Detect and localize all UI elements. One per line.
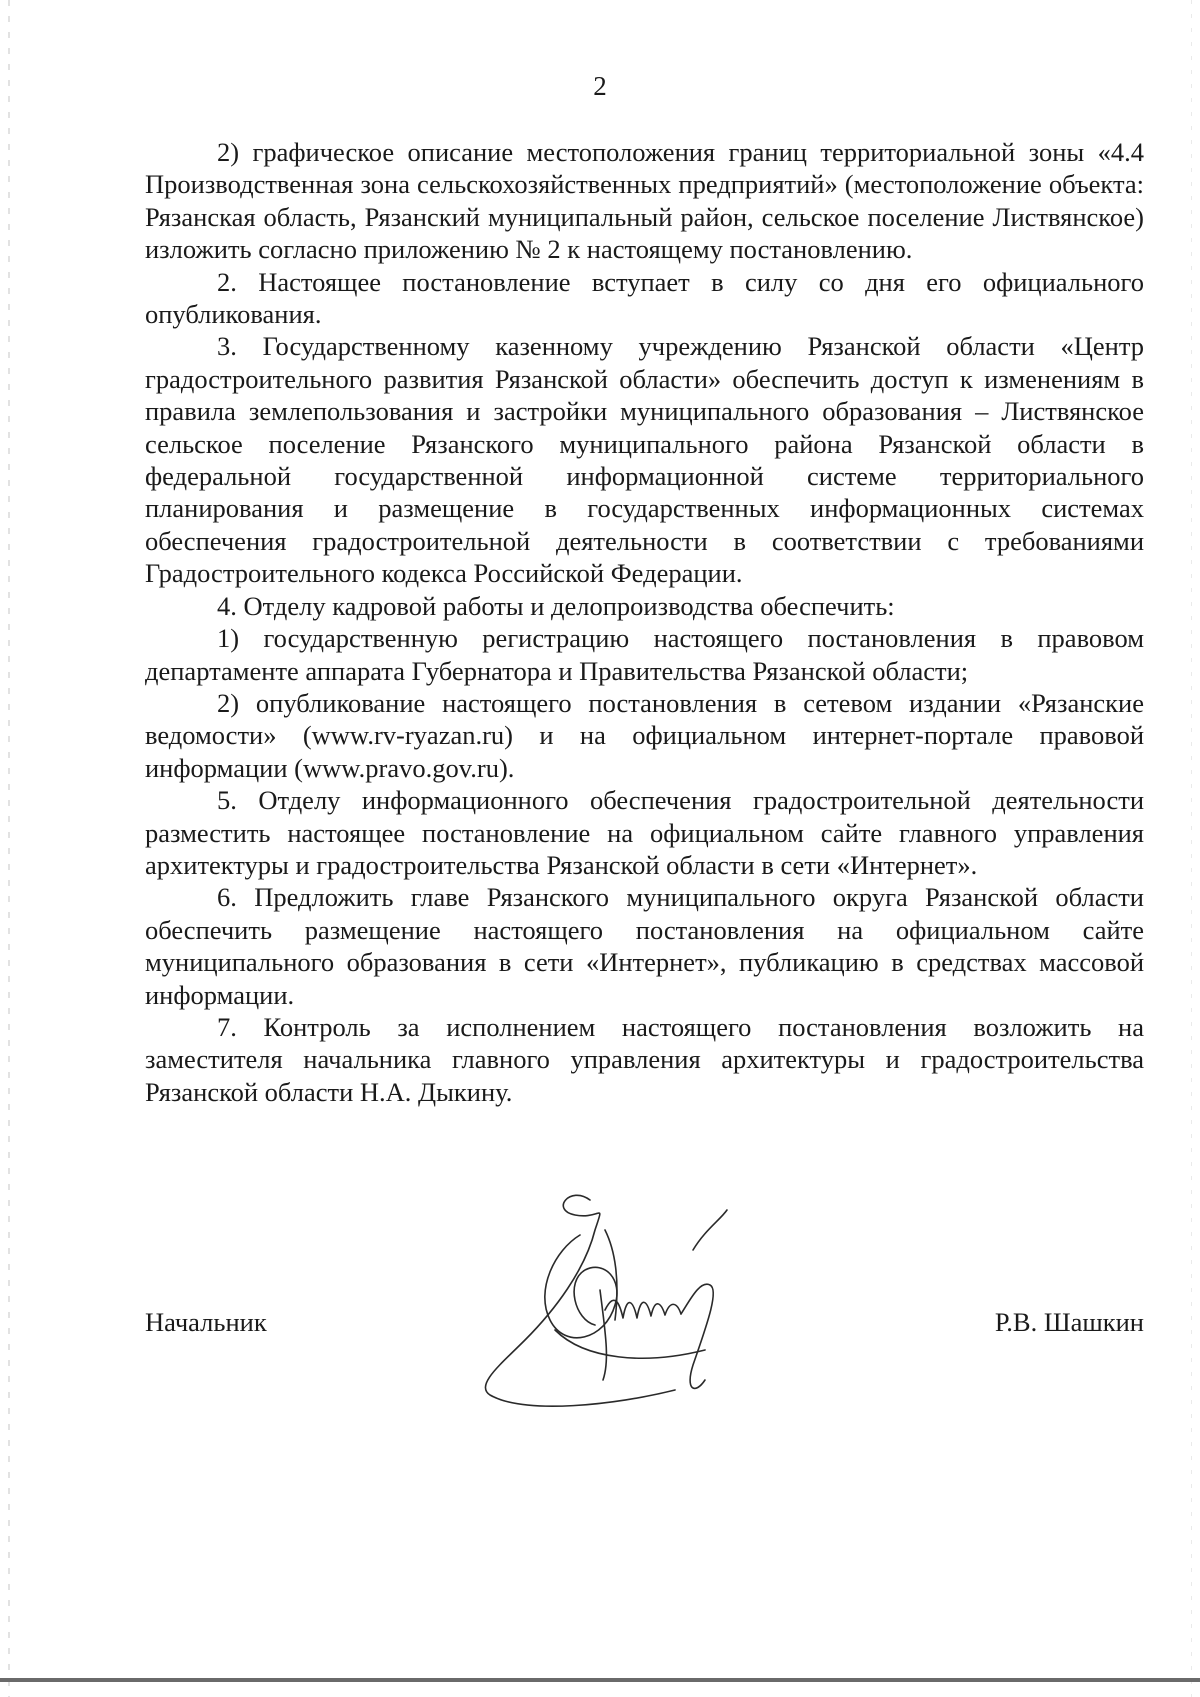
- scan-bottom-edge: [0, 1678, 1200, 1682]
- paragraph-4-1-registration: 1) государственную регистрацию настоящего постановления в правовом департаменте аппарата Губернатора и Правительства Рязанской области;: [145, 623, 1144, 686]
- signatory-title: Начальник: [145, 1307, 267, 1337]
- paragraph-6-municipal-district: 6. Предложить главе Рязанского муниципального округа Рязанской области обеспечить размещение настоящего постановления на официальном сайте муниципального образования в сети «Интернет», публикацию в средствах массовой информации.: [145, 882, 1144, 1010]
- paragraph-1-2-graphic-description: 2) графическое описание местоположения границ территориальной зоны «4.4 Производственная зона сельскохозяйственных предприятий» (местоположение объекта: Рязанская область, Рязанский муниципальный район, сельское поселение Листвянское) изложить согласно приложению № 2 к настоящему постановлению.: [145, 137, 1144, 265]
- paragraph-7-control: 7. Контроль за исполнением настоящего постановления возложить на заместителя начальника главного управления архитектуры и градостроительства Рязанской области Н.А. Дыкину.: [145, 1011, 1144, 1107]
- signature-block: [145, 1306, 1144, 1346]
- paragraph-2-effective-date: 2. Настоящее постановление вступает в силу со дня его официального опубликования.: [145, 266, 1144, 330]
- signatory-name: Р.В. Шашкин: [994, 1307, 1144, 1337]
- paragraph-5-information-department: 5. Отделу информационного обеспечения градостроительной деятельности разместить настоящее постановление на официальном сайте главного управления архитектуры и градостроительства Рязанской области в сети «Интернет».: [145, 785, 1144, 880]
- handwritten-signature: [465, 1190, 795, 1420]
- scan-edge-left: [8, 0, 10, 1697]
- paragraph-3-access: 3. Государственному казенному учреждению Рязанской области «Центр градостроительного развития Рязанской области» обеспечить доступ к изменениям в правила землепользования и застройки муниципального образования – Листвянское сельское поселение Рязанского муниципального района Рязанской области в федеральной государственной информационной системе территориального планирования и размещение в государственных информационных системах обеспечения градостроительной деятельности в соответствии с требованиями Градостроительного кодекса Российской Федерации.: [145, 331, 1144, 589]
- page-number: 2: [593, 71, 607, 101]
- document-body: [145, 136, 1144, 1108]
- paragraph-4-2-publication: 2) опубликование настоящего постановления в сетевом издании «Рязанские ведомости» (www.rv-ryazan.ru) и на официальном интернет-портале правовой информации (www.pravo.gov.ru).: [145, 687, 1144, 783]
- scan-edge-right: [1191, 0, 1192, 1697]
- paragraph-4-personnel-department: 4. Отделу кадровой работы и делопроизводства обеспечить:: [217, 590, 895, 621]
